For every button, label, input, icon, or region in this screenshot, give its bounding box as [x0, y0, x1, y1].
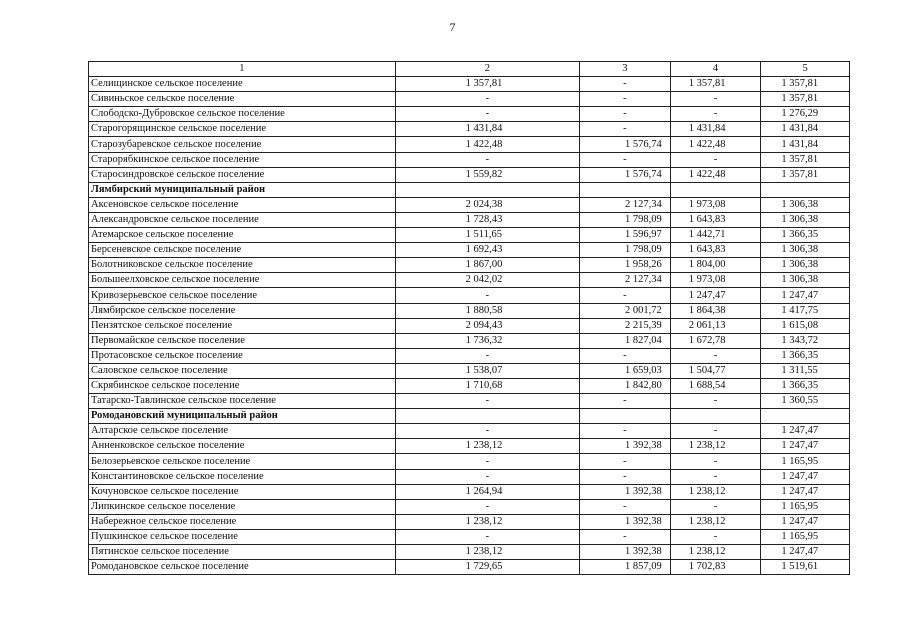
value-cell-col4: -: [670, 529, 761, 544]
header-col-1: 1: [89, 62, 396, 77]
value-cell-col4: [670, 182, 761, 197]
value-cell-col3: -: [580, 499, 671, 514]
table-row: [89, 107, 850, 122]
value-cell-col5: 1 357,81: [761, 167, 850, 182]
value-cell-col4: -: [670, 348, 761, 363]
value-cell-col4: -: [670, 454, 761, 469]
settlement-name-cell: Кочуновское сельское поселение: [89, 484, 396, 499]
value-cell-col5: 1 165,95: [761, 454, 850, 469]
settlement-name-cell: Старозубаревское сельское поселение: [89, 137, 396, 152]
value-cell-col3: -: [580, 288, 671, 303]
value-cell-col2: [395, 409, 579, 424]
value-cell-col3: 1 798,09: [580, 243, 671, 258]
value-cell-col2: -: [395, 394, 579, 409]
table-row: [89, 484, 850, 499]
value-cell-col4: 1 973,08: [670, 197, 761, 212]
value-cell-col3: -: [580, 92, 671, 107]
value-cell-col4: 1 357,81: [670, 77, 761, 92]
value-cell-col3: -: [580, 469, 671, 484]
table-row: [89, 469, 850, 484]
settlement-name-cell: Пятинское сельское поселение: [89, 545, 396, 560]
settlement-name-cell: Аксеновское сельское поселение: [89, 197, 396, 212]
value-cell-col2: -: [395, 152, 579, 167]
value-cell-col3: -: [580, 348, 671, 363]
value-cell-col2: 1 357,81: [395, 77, 579, 92]
settlement-name-cell: Старогорящинское сельское поселение: [89, 122, 396, 137]
value-cell-col5: 1 247,47: [761, 545, 850, 560]
value-cell-col3: 1 958,26: [580, 258, 671, 273]
table-row: [89, 394, 850, 409]
table-row: [89, 77, 850, 92]
value-cell-col3: 1 392,38: [580, 545, 671, 560]
value-cell-col3: [580, 409, 671, 424]
table-row: [89, 197, 850, 212]
value-cell-col2: 1 422,48: [395, 137, 579, 152]
value-cell-col5: 1 343,72: [761, 333, 850, 348]
value-cell-col2: 1 867,00: [395, 258, 579, 273]
table-row: [89, 378, 850, 393]
settlement-name-cell: Константиновское сельское поселение: [89, 469, 396, 484]
value-cell-col3: 1 857,09: [580, 560, 671, 575]
value-cell-col4: 1 238,12: [670, 514, 761, 529]
settlement-name-cell: Слободско-Дубровское сельское поселение: [89, 107, 396, 122]
tariff-table: [88, 61, 850, 575]
value-cell-col5: 1 247,47: [761, 424, 850, 439]
value-cell-col5: 1 165,95: [761, 499, 850, 514]
value-cell-col5: 1 306,38: [761, 197, 850, 212]
settlement-name-cell: Лямбирский муниципальный район: [89, 182, 396, 197]
table-row: [89, 288, 850, 303]
table-row: [89, 137, 850, 152]
value-cell-col4: 1 422,48: [670, 167, 761, 182]
value-cell-col4: -: [670, 424, 761, 439]
value-cell-col5: 1 417,75: [761, 303, 850, 318]
value-cell-col2: 1 728,43: [395, 212, 579, 227]
value-cell-col3: -: [580, 77, 671, 92]
settlement-name-cell: Старосиндровское сельское поселение: [89, 167, 396, 182]
value-cell-col3: -: [580, 122, 671, 137]
value-cell-col3: 1 827,04: [580, 333, 671, 348]
settlement-name-cell: Лямбирское сельское поселение: [89, 303, 396, 318]
table-row: [89, 228, 850, 243]
value-cell-col5: 1 306,38: [761, 212, 850, 227]
section-row: [89, 182, 850, 197]
value-cell-col3: 2 215,39: [580, 318, 671, 333]
value-cell-col3: -: [580, 454, 671, 469]
value-cell-col3: 1 576,74: [580, 137, 671, 152]
value-cell-col4: -: [670, 92, 761, 107]
value-cell-col2: -: [395, 107, 579, 122]
value-cell-col3: 1 576,74: [580, 167, 671, 182]
value-cell-col2: -: [395, 529, 579, 544]
value-cell-col2: -: [395, 469, 579, 484]
value-cell-col2: 2 094,43: [395, 318, 579, 333]
header-col-3: 3: [580, 62, 671, 77]
table-row: [89, 560, 850, 575]
value-cell-col4: 1 643,83: [670, 212, 761, 227]
table-row: [89, 152, 850, 167]
value-cell-col3: [580, 182, 671, 197]
settlement-name-cell: Скрябинское сельское поселение: [89, 378, 396, 393]
table-row: [89, 499, 850, 514]
settlement-name-cell: Берсеневское сельское поселение: [89, 243, 396, 258]
value-cell-col3: 1 798,09: [580, 212, 671, 227]
table-row: [89, 333, 850, 348]
value-cell-col4: 1 504,77: [670, 363, 761, 378]
value-cell-col2: 1 431,84: [395, 122, 579, 137]
value-cell-col4: 1 864,38: [670, 303, 761, 318]
value-cell-col3: 1 659,03: [580, 363, 671, 378]
value-cell-col4: 2 061,13: [670, 318, 761, 333]
value-cell-col5: [761, 409, 850, 424]
settlement-name-cell: Селищинское сельское поселение: [89, 77, 396, 92]
table-row: [89, 122, 850, 137]
settlement-name-cell: Протасовское сельское поселение: [89, 348, 396, 363]
value-cell-col5: 1 247,47: [761, 514, 850, 529]
value-cell-col5: 1 247,47: [761, 484, 850, 499]
value-cell-col4: 1 702,83: [670, 560, 761, 575]
value-cell-col2: 2 024,38: [395, 197, 579, 212]
value-cell-col4: [670, 409, 761, 424]
value-cell-col3: 1 842,80: [580, 378, 671, 393]
value-cell-col5: 1 357,81: [761, 77, 850, 92]
table-row: [89, 454, 850, 469]
value-cell-col2: 1 538,07: [395, 363, 579, 378]
value-cell-col2: 1 238,12: [395, 439, 579, 454]
settlement-name-cell: Болотниковское сельское поселение: [89, 258, 396, 273]
table-row: [89, 212, 850, 227]
value-cell-col5: 1 247,47: [761, 469, 850, 484]
value-cell-col5: 1 247,47: [761, 288, 850, 303]
settlement-name-cell: Старорябкинское сельское поселение: [89, 152, 396, 167]
value-cell-col2: -: [395, 499, 579, 514]
value-cell-col2: -: [395, 454, 579, 469]
value-cell-col5: 1 519,61: [761, 560, 850, 575]
value-cell-col2: 1 264,94: [395, 484, 579, 499]
value-cell-col2: 1 729,65: [395, 560, 579, 575]
table-row: [89, 92, 850, 107]
value-cell-col5: 1 431,84: [761, 122, 850, 137]
table-row: [89, 424, 850, 439]
value-cell-col3: -: [580, 394, 671, 409]
settlement-name-cell: Первомайское сельское поселение: [89, 333, 396, 348]
value-cell-col3: 2 127,34: [580, 197, 671, 212]
value-cell-col4: 1 238,12: [670, 439, 761, 454]
value-cell-col2: -: [395, 348, 579, 363]
value-cell-col2: -: [395, 92, 579, 107]
value-cell-col5: 1 306,38: [761, 243, 850, 258]
header-col-4: 4: [670, 62, 761, 77]
settlement-name-cell: Ромодановский муниципальный район: [89, 409, 396, 424]
value-cell-col5: 1 247,47: [761, 439, 850, 454]
table-row: [89, 348, 850, 363]
value-cell-col3: 1 392,38: [580, 514, 671, 529]
value-cell-col4: 1 431,84: [670, 122, 761, 137]
table-row: [89, 303, 850, 318]
value-cell-col3: -: [580, 424, 671, 439]
value-cell-col5: 1 306,38: [761, 258, 850, 273]
value-cell-col4: 1 247,47: [670, 288, 761, 303]
value-cell-col4: -: [670, 469, 761, 484]
value-cell-col5: 1 306,38: [761, 273, 850, 288]
table-row: [89, 529, 850, 544]
value-cell-col2: -: [395, 424, 579, 439]
value-cell-col5: 1 165,95: [761, 529, 850, 544]
table-header-row: [89, 62, 850, 77]
value-cell-col5: 1 366,35: [761, 228, 850, 243]
table-row: [89, 363, 850, 378]
settlement-name-cell: Кривозерьевское сельское поселение: [89, 288, 396, 303]
value-cell-col5: [761, 182, 850, 197]
settlement-name-cell: Липкинское сельское поселение: [89, 499, 396, 514]
value-cell-col5: 1 360,55: [761, 394, 850, 409]
value-cell-col3: 1 392,38: [580, 484, 671, 499]
value-cell-col2: 2 042,02: [395, 273, 579, 288]
value-cell-col3: -: [580, 107, 671, 122]
table-row: [89, 545, 850, 560]
settlement-name-cell: Ромодановское сельское поселение: [89, 560, 396, 575]
value-cell-col2: 1 238,12: [395, 514, 579, 529]
settlement-name-cell: Большеелховское сельское поселение: [89, 273, 396, 288]
value-cell-col4: 1 442,71: [670, 228, 761, 243]
value-cell-col2: 1 511,65: [395, 228, 579, 243]
table-row: [89, 439, 850, 454]
header-col-2: 2: [395, 62, 579, 77]
table-row: [89, 514, 850, 529]
settlement-name-cell: Алтарское сельское поселение: [89, 424, 396, 439]
value-cell-col5: 1 366,35: [761, 378, 850, 393]
value-cell-col4: 1 672,78: [670, 333, 761, 348]
settlement-name-cell: Сивиньское сельское поселение: [89, 92, 396, 107]
settlement-name-cell: Анненковское сельское поселение: [89, 439, 396, 454]
value-cell-col4: 1 688,54: [670, 378, 761, 393]
settlement-name-cell: Набережное сельское поселение: [89, 514, 396, 529]
value-cell-col2: -: [395, 288, 579, 303]
value-cell-col5: 1 311,55: [761, 363, 850, 378]
value-cell-col2: 1 238,12: [395, 545, 579, 560]
value-cell-col4: 1 804,00: [670, 258, 761, 273]
value-cell-col2: 1 880,58: [395, 303, 579, 318]
value-cell-col4: -: [670, 499, 761, 514]
page-number: 7: [449, 20, 456, 34]
header-col-5: 5: [761, 62, 850, 77]
value-cell-col5: 1 366,35: [761, 348, 850, 363]
table-row: [89, 318, 850, 333]
section-row: [89, 409, 850, 424]
settlement-name-cell: Белозерьевское сельское поселение: [89, 454, 396, 469]
table-row: [89, 243, 850, 258]
value-cell-col2: [395, 182, 579, 197]
value-cell-col5: 1 615,08: [761, 318, 850, 333]
value-cell-col4: 1 422,48: [670, 137, 761, 152]
value-cell-col5: 1 431,84: [761, 137, 850, 152]
settlement-name-cell: Александровское сельское поселение: [89, 212, 396, 227]
settlement-name-cell: Пензятское сельское поселение: [89, 318, 396, 333]
value-cell-col3: -: [580, 529, 671, 544]
value-cell-col3: 1 392,38: [580, 439, 671, 454]
value-cell-col2: 1 559,82: [395, 167, 579, 182]
value-cell-col2: 1 710,68: [395, 378, 579, 393]
value-cell-col4: 1 973,08: [670, 273, 761, 288]
value-cell-col4: -: [670, 152, 761, 167]
table-row: [89, 167, 850, 182]
settlement-name-cell: Саловское сельское поселение: [89, 363, 396, 378]
value-cell-col2: 1 692,43: [395, 243, 579, 258]
value-cell-col5: 1 357,81: [761, 152, 850, 167]
value-cell-col3: 1 596,97: [580, 228, 671, 243]
value-cell-col3: 2 001,72: [580, 303, 671, 318]
value-cell-col2: 1 736,32: [395, 333, 579, 348]
value-cell-col4: 1 238,12: [670, 484, 761, 499]
value-cell-col4: -: [670, 394, 761, 409]
settlement-name-cell: Пушкинское сельское поселение: [89, 529, 396, 544]
value-cell-col4: 1 238,12: [670, 545, 761, 560]
value-cell-col4: -: [670, 107, 761, 122]
table-row: [89, 258, 850, 273]
value-cell-col3: 2 127,34: [580, 273, 671, 288]
table-row: [89, 273, 850, 288]
value-cell-col5: 1 276,29: [761, 107, 850, 122]
value-cell-col4: 1 643,83: [670, 243, 761, 258]
value-cell-col3: -: [580, 152, 671, 167]
settlement-name-cell: Атемарское сельское поселение: [89, 228, 396, 243]
settlement-name-cell: Татарско-Тавлинское сельское поселение: [89, 394, 396, 409]
value-cell-col5: 1 357,81: [761, 92, 850, 107]
